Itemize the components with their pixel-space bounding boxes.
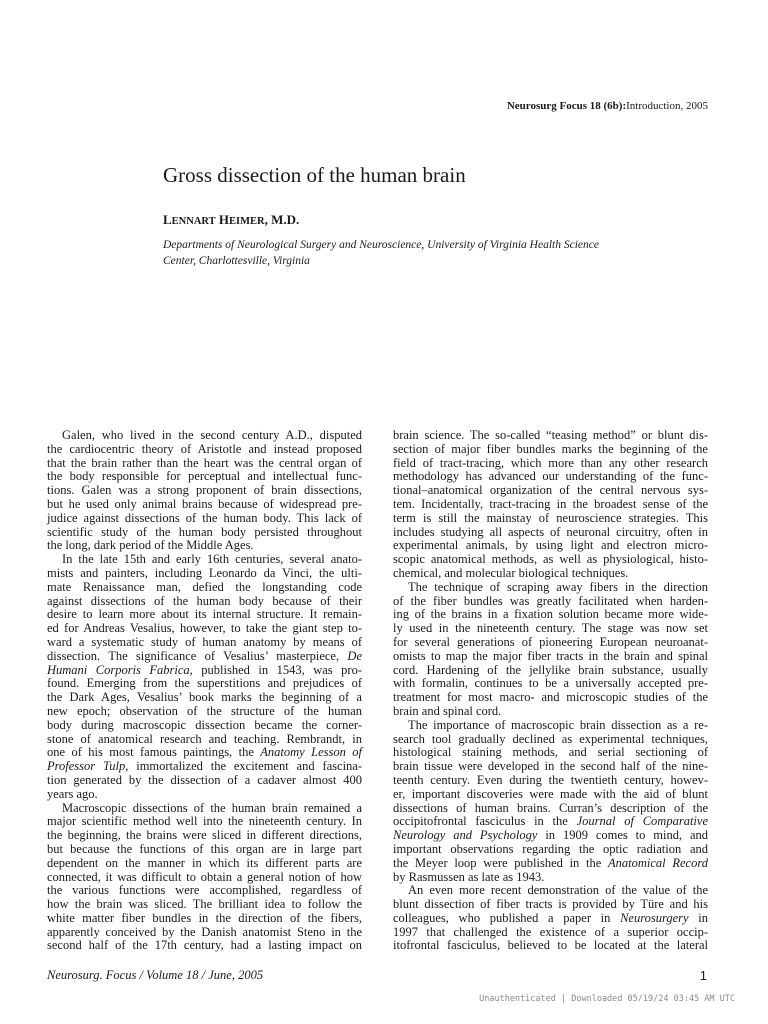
text-line: important observations regarding the optic radiation and <box>393 841 708 856</box>
download-watermark: Unauthenticated | Downloaded 05/19/24 03:45 AM UTC <box>479 994 735 1004</box>
text-line: second half of the 17th century, had a lasting impact on <box>47 938 362 953</box>
text-line: new epoch; observation of the structure of the human <box>47 703 362 718</box>
author-affiliation <box>163 238 683 269</box>
text-line: that the brain rather than the heart was the central organ of <box>47 455 362 470</box>
running-header <box>507 100 708 112</box>
text-line: teenth century. Even during the twentieth century, howev- <box>393 772 708 787</box>
text-line: for several generations of pioneering European neuroanat- <box>393 634 708 649</box>
body-column-left <box>47 429 362 953</box>
text-line: blunt dissection of fiber tracts is provided by Türe and his <box>393 897 708 912</box>
text-line: cord. Hardening of the jellylike brain substance, usually <box>393 662 708 677</box>
text-line: by Rasmussen as late as 1943. <box>393 869 545 884</box>
text-line: tional–anatomical organization of the central nervous sys- <box>393 483 708 498</box>
affiliation-line: Center, Charlottesville, Virginia <box>163 254 310 267</box>
text-line: but he used only animal brains because of widespread pre- <box>47 496 362 511</box>
text-line: section of major fiber bundles marks the beginning of the <box>393 441 708 456</box>
text-line: the beginning, the brains were sliced in different directions, <box>47 828 362 843</box>
text-line: the various functions were accomplished, regardless of <box>47 883 362 898</box>
text-line: Neurology and Psychology in 1909 comes to mind, and <box>393 828 708 843</box>
text-line: Macroscopic dissections of the human brain remained a <box>62 800 362 815</box>
text-line: the Dark Ages, Vesalius’ book marks the beginning of a <box>47 690 362 705</box>
text-line: itofrontal fasciculus, believed to be located at the lateral <box>393 938 708 953</box>
text-line: ward a systematic study of human anatomy by means of <box>47 634 362 649</box>
page-number: 1 <box>699 968 707 983</box>
text-line: ing of the brains in a fixation solution became more wide- <box>393 607 708 622</box>
text-line: judice against dissections of the human body. This lack of <box>47 510 362 525</box>
text-line: connected, it was difficult to obtain a general notion of how <box>47 869 362 884</box>
affiliation-line: Departments of Neurological Surgery and Neuroscience, University of Virginia Health Science <box>163 239 599 251</box>
text-line: dissections of human brains. Curran’s description of the <box>393 800 708 815</box>
journal-name: Neurosurg Focus 18 <box>506 100 601 112</box>
text-line: of the fiber bundles was greatly facilitated when harden- <box>393 593 708 608</box>
text-line: body during macroscopic dissection became the corner- <box>47 717 362 732</box>
text-line: colleagues, who published a paper in Neurosurgery in <box>393 910 708 925</box>
text-line: An even more recent demonstration of the value of the <box>408 883 708 898</box>
text-line: mists and painters, including Leonardo da Vinci, the ulti- <box>47 565 362 580</box>
text-line: term is still the mainstay of neuroscience strategies. This <box>393 510 708 525</box>
text-line: Professor Tulp, immortalized the excitement and fascina- <box>47 759 363 774</box>
text-line: the long, dark period of the Middle Ages. <box>47 538 254 553</box>
text-line: search tool gradually declined as experimental techniques, <box>393 731 708 746</box>
article-title: Gross dissection of the human brain <box>163 163 466 187</box>
section-label: Introduction, 2005 <box>626 100 708 112</box>
text-line: In the late 15th and early 16th centuries, several anato- <box>62 552 362 567</box>
text-line: how the brain was sliced. The brilliant idea to follow the <box>47 897 362 912</box>
body-column-right <box>393 429 708 953</box>
text-line: with formalin, continues to be a universally accepted pre- <box>393 676 708 691</box>
text-line: ed for Andreas Vesalius, however, to take the giant step to- <box>47 621 362 636</box>
text-line: er, important discoveries were made with the aid of blunt <box>393 786 708 801</box>
text-line: field of tract-tracing, which more than any other research <box>393 455 708 470</box>
text-line: scientific study of the human body persisted throughout <box>47 524 362 539</box>
text-line: tions. Galen was a strong proponent of brain dissections, <box>47 483 362 498</box>
text-line: tion generated by the dissection of a cadaver almost 400 <box>47 772 362 787</box>
text-line: but because the functions of this organ are in large part <box>47 841 362 856</box>
text-line: the body responsible for perceptual and intellectual func- <box>47 469 362 484</box>
text-line: methodology has advanced our understanding of the func- <box>393 469 708 484</box>
text-line: the cardiocentric theory of Aristotle and instead proposed <box>47 441 362 456</box>
text-line: years ago. <box>47 786 98 801</box>
text-line: ly used in the nineteenth century. The stage was now set <box>393 621 708 636</box>
text-line: brain science. The so-called “teasing method” or blunt dis- <box>393 428 708 442</box>
text-line: found. Emerging from the superstitions and prejudices of <box>47 676 362 691</box>
text-line: 1997 that challenged the existence of a superior occip- <box>393 924 708 939</box>
journal-issue: (6b): <box>600 100 627 112</box>
text-line: Humani Corporis Fabrica, published in 1543, was pro- <box>47 662 362 677</box>
text-line: scopic anatomical methods, as well as physiological, histo- <box>393 552 708 567</box>
text-line: stone of anatomical research and teaching. Rembrandt, in <box>47 731 362 746</box>
text-line: experimental animals, by using light and electron micro- <box>393 538 708 553</box>
author-name: LENNART HEIMER, M.D. <box>163 212 300 227</box>
text-line: brain and spinal cord. <box>393 703 502 718</box>
text-line: against dissections of the human body because of their <box>47 593 362 608</box>
text-line: omists to map the major fiber tracts in the brain and spinal <box>393 648 708 663</box>
text-line: tem. Incidentally, tract-tracing in the broadest sense of the <box>393 496 708 511</box>
text-line: brain tissue were developed in the second half of the nine- <box>393 759 708 774</box>
text-line: dissection. The significance of Vesalius’ masterpiece, De <box>47 648 362 663</box>
text-line: histological staining methods, and serial sectioning of <box>393 745 708 760</box>
text-line: desire to learn more about its internal structure. It remain- <box>47 607 362 622</box>
text-line: dependent on the manner in which its different parts are <box>47 855 362 870</box>
text-line: one of his most famous paintings, the Anatomy Lesson of <box>47 745 362 760</box>
text-line: The technique of scraping away fibers in the direction <box>408 579 708 594</box>
text-line: includes studying all aspects of neuronal circuitry, often in <box>393 524 708 539</box>
text-line: white matter fiber bundles in the direction of the fibers, <box>47 910 362 925</box>
text-line: Galen, who lived in the second century A.D., disputed <box>62 428 362 442</box>
text-line: mate Renaissance man, defied the longstanding code <box>47 579 362 594</box>
text-line: major scientific method well into the nineteenth century. In <box>47 814 362 829</box>
text-line: occipitofrontal fasciculus in the Journal of Comparative <box>393 814 708 829</box>
text-line: chemical, and molecular biological techniques. <box>393 565 629 580</box>
text-line: The importance of macroscopic brain dissection as a re- <box>408 717 708 732</box>
text-line: treatment for most macro- and microscopic studies of the <box>393 690 708 705</box>
footer-citation: Neurosurg. Focus / Volume 18 / June, 2005 <box>47 968 264 982</box>
text-line: the Meyer loop were published in the Anatomical Record <box>393 855 708 870</box>
text-line: apparently conceived by the Danish anatomist Steno in the <box>47 924 362 939</box>
